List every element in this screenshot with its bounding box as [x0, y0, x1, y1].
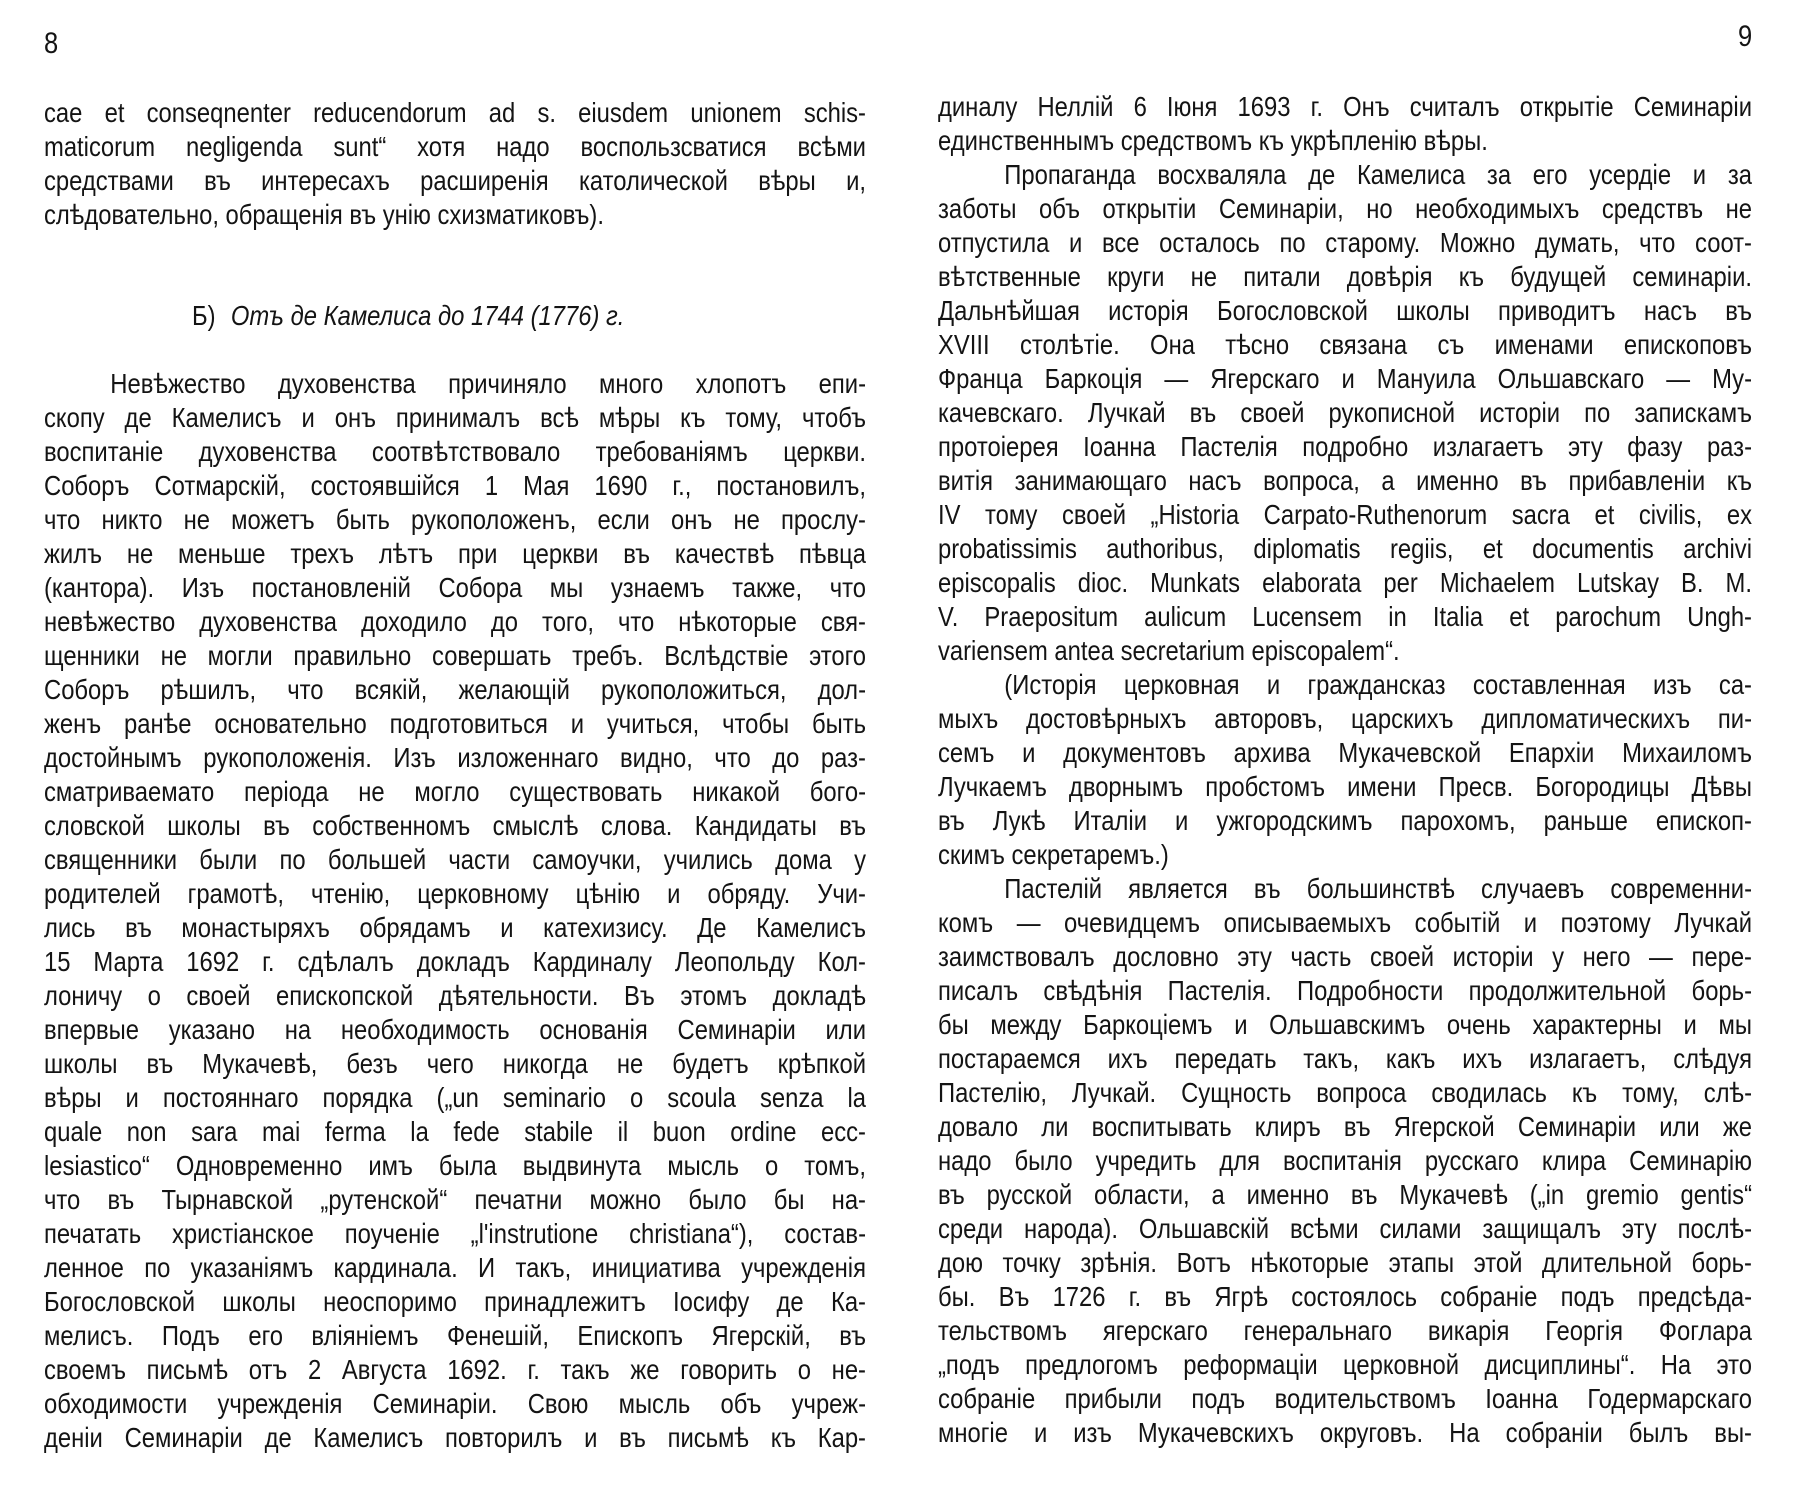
- text-line: [44, 198, 866, 232]
- text-line-content: тельствомъ ягерскаго генеральнаго викарія Георгія Фоглара: [938, 1315, 1752, 1346]
- page-number-right: 9: [1738, 20, 1753, 53]
- text-line: [44, 469, 866, 503]
- text-line-content: Пастелію, Лучкай. Сущность вопроса сводилась къ тому, слѣ-: [938, 1077, 1752, 1108]
- text-line-content: писалъ свѣдѣнія Пастелія. Подробности продолжительной борь-: [938, 975, 1752, 1006]
- text-line-content: деніи Семинаріи де Камелисъ повторилъ и въ письмѣ къ Кар-: [44, 1422, 866, 1453]
- text-line-content: единственнымъ средствомъ къ укрѣпленію вѣры.: [938, 125, 1488, 156]
- text-line-content: довало ли воспитывать клиръ въ Ягерской Семинаріи или же: [938, 1111, 1752, 1142]
- text-line-content: episcopalis dioc. Munkats elaborata per Michaelem Lutskay B. M.: [938, 567, 1752, 598]
- text-line: [44, 1217, 866, 1251]
- text-line-content: сматриваемато періода не могло существовать никакой бого-: [44, 776, 866, 807]
- text-line: [938, 1246, 1752, 1280]
- text-line: [44, 1183, 866, 1217]
- text-line: [44, 605, 866, 639]
- text-line-content: заимствовалъ дословно эту часть своей исторіи у него — пере-: [938, 941, 1752, 972]
- text-line: [938, 124, 1752, 158]
- text-line-content: Невѣжество духовенства причиняло много хлопотъ епи-: [110, 368, 866, 399]
- text-line-content: мелисъ. Подъ его вліяніемъ Фенешій, Епископъ Ягерскій, въ: [44, 1320, 866, 1351]
- text-line-content: лоничу о своей епископской дѣятельности. Въ этомъ докладѣ: [44, 980, 866, 1011]
- text-line-content: обходимости учрежденія Семинаріи. Свою мысль объ учреж-: [44, 1388, 866, 1419]
- text-line: [44, 673, 866, 707]
- text-line: [938, 362, 1752, 396]
- paragraph: [938, 668, 1752, 872]
- text-line: [44, 1319, 866, 1353]
- text-line-content: родителей грамотѣ, чтенію, церковному цѣнію и обряду. Учи-: [44, 878, 866, 909]
- text-line: [44, 1047, 866, 1081]
- text-line: [44, 435, 866, 469]
- text-line: [938, 634, 1752, 668]
- text-line: [938, 1348, 1752, 1382]
- text-line: [44, 1013, 866, 1047]
- text-line: [938, 1178, 1752, 1212]
- text-line: [938, 974, 1752, 1008]
- text-line-content: семъ и документовъ архива Мукачевской Епархіи Михаиломъ: [938, 737, 1752, 768]
- text-line-content: мыхъ достовѣрныхъ авторовъ, царскихъ дипломатическихъ пи-: [938, 703, 1752, 734]
- text-line-content: вѣры и постояннаго порядка („un seminario o scoula senza la: [44, 1082, 866, 1113]
- text-line: [938, 906, 1752, 940]
- text-line: [938, 192, 1752, 226]
- text-line-content: достойнымъ рукоположенія. Изъ изложеннаго видно, что до раз-: [44, 742, 866, 773]
- text-line-content: школы въ Мукачевѣ, безъ чего никогда не будетъ крѣпкой: [44, 1048, 866, 1079]
- text-line-content: 15 Марта 1692 г. сдѣлалъ докладъ Кардиналу Леопольду Кол-: [44, 946, 866, 977]
- text-line-content: своемъ письмѣ отъ 2 Августа 1692. г. такъ же говорить о не-: [44, 1354, 866, 1385]
- text-line: [44, 707, 866, 741]
- text-line: [44, 945, 866, 979]
- text-line-content: ленное по указаніямъ кардинала. И такъ, инициатива учрежденія: [44, 1252, 866, 1283]
- text-line-content: дою точку зрѣнія. Вотъ нѣкоторые этапы этой длительной борь-: [938, 1247, 1752, 1278]
- text-line: [938, 736, 1752, 770]
- text-line: [44, 1081, 866, 1115]
- text-line: [44, 1421, 866, 1455]
- text-line: [938, 1042, 1752, 1076]
- text-line-content: отпустила и все осталось по старому. Можно думать, что соот-: [938, 227, 1752, 258]
- text-line: [44, 367, 866, 401]
- text-line-content: Соборъ рѣшилъ, что всякій, желающій рукоположиться, дол-: [44, 674, 866, 705]
- text-line: [44, 1353, 866, 1387]
- text-line: [938, 566, 1752, 600]
- text-line: [938, 1110, 1752, 1144]
- text-line: [938, 464, 1752, 498]
- text-line-content: quale non sara mai ferma la fede stabile il buon ordine ecc-: [44, 1116, 866, 1147]
- text-line: [938, 1416, 1752, 1450]
- text-line-content: XVIII столѣтіе. Она тѣсно связана съ именами епископовъ: [938, 329, 1752, 360]
- paragraph: [938, 158, 1752, 668]
- left-intro-text: [44, 96, 866, 232]
- text-line-content: слѣдовательно, обращенія въ унію схизматиковъ).: [44, 199, 604, 230]
- text-line: [938, 328, 1752, 362]
- text-line: [938, 1280, 1752, 1314]
- text-line: [938, 532, 1752, 566]
- text-line: [938, 702, 1752, 736]
- text-line-content: словской школы въ собственномъ смыслѣ слова. Кандидаты въ: [44, 810, 866, 841]
- text-line: [44, 911, 866, 945]
- text-line-content: собраніе прибыли подъ водительствомъ Іоанна Годермарскаго: [938, 1383, 1752, 1414]
- text-line: [44, 843, 866, 877]
- text-line-content: (Исторія церковная и граждансказ составленная изъ са-: [1004, 669, 1752, 700]
- text-line: [938, 226, 1752, 260]
- text-line: [938, 804, 1752, 838]
- text-line: [44, 741, 866, 775]
- paragraph: [938, 872, 1752, 1450]
- section-heading: [192, 299, 624, 333]
- text-line-content: Франца Баркоція — Ягерскаго и Мануила Ольшавскаго — Му-: [938, 363, 1752, 394]
- text-line-content: Богословской школы неоспоримо принадлежитъ Іосифу де Ка-: [44, 1286, 866, 1317]
- text-line-content: скопу де Камелисъ и онъ принималъ всѣ мѣры къ тому, чтобъ: [44, 402, 866, 433]
- text-line: [44, 877, 866, 911]
- text-line: [44, 164, 866, 198]
- text-line-content: щенники не могли правильно совершать требъ. Вслѣдствіе этого: [44, 640, 866, 671]
- text-line: [938, 838, 1752, 872]
- text-line: [44, 130, 866, 164]
- text-line-content: „подъ предлогомъ реформаціи церковной дисциплины“. На это: [938, 1349, 1752, 1380]
- text-line-content: cae et conseqnenter reducendorum ad s. eiusdem unionem schis-: [44, 97, 866, 128]
- text-line: [44, 96, 866, 130]
- text-line: [938, 1076, 1752, 1110]
- text-line: [44, 979, 866, 1013]
- text-line-content: IV тому своей „Historia Carpato-Ruthenorum sacra et civilis, ex: [938, 499, 1752, 530]
- paragraph: [44, 96, 866, 232]
- text-line: [44, 639, 866, 673]
- text-line-content: диналу Неллій 6 Іюня 1693 г. Онъ считалъ открытіе Семинаріи: [938, 91, 1752, 122]
- text-line: [938, 872, 1752, 906]
- text-line: [938, 668, 1752, 702]
- text-line-content: скимъ секретаремъ.): [938, 839, 1169, 870]
- text-line-content: maticorum negligenda sunt“ хотя надо воспользсватися всѣми: [44, 131, 866, 162]
- text-line: [938, 1008, 1752, 1042]
- text-line: [44, 1149, 866, 1183]
- page-number-left: 8: [44, 27, 59, 60]
- text-line: [44, 1115, 866, 1149]
- text-line-content: variensem antea secretarium episcopalem“.: [938, 635, 1400, 666]
- text-line-content: lesiastico“ Одновременно имъ была выдвинута мысль о томъ,: [44, 1150, 866, 1181]
- text-line: [938, 158, 1752, 192]
- text-line-content: постараемся ихъ передать такъ, какъ ихъ излагаетъ, слѣдуя: [938, 1043, 1752, 1074]
- section-heading-title: Отъ де Камелиса до 1744 (1776) г.: [230, 300, 625, 331]
- text-line-content: probatissimis authoribus, diplomatis regiis, et documentis archivi: [938, 533, 1752, 564]
- text-line-content: (кантора). Изъ постановленій Собора мы узнаемъ также, что: [44, 572, 866, 603]
- text-line-content: воспитаніе духовенства соотвѣтствовало требованіямъ церкви.: [44, 436, 866, 467]
- right-body-text: [938, 90, 1752, 1450]
- text-line-content: что въ Тырнавской „рутенской“ печатни можно было бы на-: [44, 1184, 866, 1215]
- text-line-content: вѣтственные круги не питали довѣрія къ будущей семинаріи.: [938, 261, 1752, 292]
- text-line: [44, 571, 866, 605]
- text-line: [938, 1314, 1752, 1348]
- text-line-content: впервые указано на необходимость основанія Семинаріи или: [44, 1014, 866, 1045]
- text-line-content: бы между Баркоціемъ и Ольшавскимъ очень характерны и мы: [938, 1009, 1752, 1040]
- text-line: [938, 396, 1752, 430]
- text-line: [938, 294, 1752, 328]
- text-line: [938, 940, 1752, 974]
- text-line-content: Пастелій является въ большинствѣ случаевъ современни-: [1004, 873, 1752, 904]
- left-body-text: [44, 367, 866, 1455]
- section-heading-prefix: Б): [192, 300, 216, 331]
- text-line: [938, 1144, 1752, 1178]
- text-line-content: бы. Въ 1726 г. въ Ягрѣ состоялось собраніе подъ предсѣда-: [938, 1281, 1752, 1312]
- text-line-content: священники были по большей части самоучки, учились дома у: [44, 844, 866, 875]
- text-line-content: Лучкаемъ дворнымъ пробстомъ имени Пресв. Богородицы Дѣвы: [938, 771, 1752, 802]
- text-line: [44, 775, 866, 809]
- text-line-content: среди народа). Ольшавскій всѣми силами защищалъ эту послѣ-: [938, 1213, 1752, 1244]
- text-line-content: что никто не можетъ быть рукоположенъ, если онъ не прослу-: [44, 504, 866, 535]
- text-line-content: въ Лукѣ Италіи и ужгородскимъ парохомъ, раньше епископ-: [938, 805, 1752, 836]
- text-line: [44, 503, 866, 537]
- text-line-content: Пропаганда восхваляла де Камелиса за его усердіе и за: [1004, 159, 1752, 190]
- text-line: [44, 401, 866, 435]
- text-line-content: лись въ монастыряхъ обрядамъ и катехизису. Де Камелисъ: [44, 912, 866, 943]
- text-line: [938, 498, 1752, 532]
- text-line-content: невѣжество духовенства доходило до того, что нѣкоторые свя-: [44, 606, 866, 637]
- paragraph: [44, 367, 866, 1455]
- text-line-content: витія занимающаго насъ вопроса, а именно въ прибавленіи къ: [938, 465, 1752, 496]
- text-line: [938, 600, 1752, 634]
- text-line: [44, 537, 866, 571]
- text-line: [938, 260, 1752, 294]
- text-line-content: жилъ не меньше трехъ лѣтъ при церкви въ качествѣ пѣвца: [44, 538, 866, 569]
- text-line: [44, 1251, 866, 1285]
- text-line: [44, 1387, 866, 1421]
- text-line-content: заботы объ открытіи Семинаріи, но необходимыхъ средствъ не: [938, 193, 1752, 224]
- text-line: [938, 1212, 1752, 1246]
- text-line: [44, 809, 866, 843]
- text-line-content: комъ — очевидцемъ описываемыхъ событій и поэтому Лучкай: [938, 907, 1752, 938]
- paragraph: [938, 90, 1752, 158]
- text-line: [938, 770, 1752, 804]
- text-line-content: средствами въ интересахъ расширенія католической вѣры и,: [44, 165, 866, 196]
- text-line-content: многіе и изъ Мукачевскихъ округовъ. На собраніи былъ вы-: [938, 1417, 1752, 1448]
- text-line: [938, 1382, 1752, 1416]
- text-line-content: женъ ранѣе основательно подготовиться и учиться, чтобы быть: [44, 708, 866, 739]
- text-line-content: Дальнѣйшая исторія Богословской школы приводитъ насъ въ: [938, 295, 1752, 326]
- text-line-content: въ русской области, а именно въ Мукачевѣ („in gremio gentis“: [938, 1179, 1752, 1210]
- text-line-content: печатать христіанское поученіе „l'instrutione christiana“), состав-: [44, 1218, 866, 1249]
- text-line: [938, 430, 1752, 464]
- text-line-content: надо было учредить для воспитанія русскаго клира Семинарію: [938, 1145, 1752, 1176]
- text-line-content: протоіерея Іоанна Пастелія подробно излагаетъ эту фазу раз-: [938, 431, 1752, 462]
- text-line: [938, 90, 1752, 124]
- text-line: [44, 1285, 866, 1319]
- text-line-content: V. Praepositum aulicum Lucensem in Italia et parochum Ungh-: [938, 601, 1752, 632]
- text-line-content: Соборъ Сотмарскій, состоявшійся 1 Мая 1690 г., постановилъ,: [44, 470, 866, 501]
- text-line-content: качевскаго. Лучкай въ своей рукописной исторіи по запискамъ: [938, 397, 1752, 428]
